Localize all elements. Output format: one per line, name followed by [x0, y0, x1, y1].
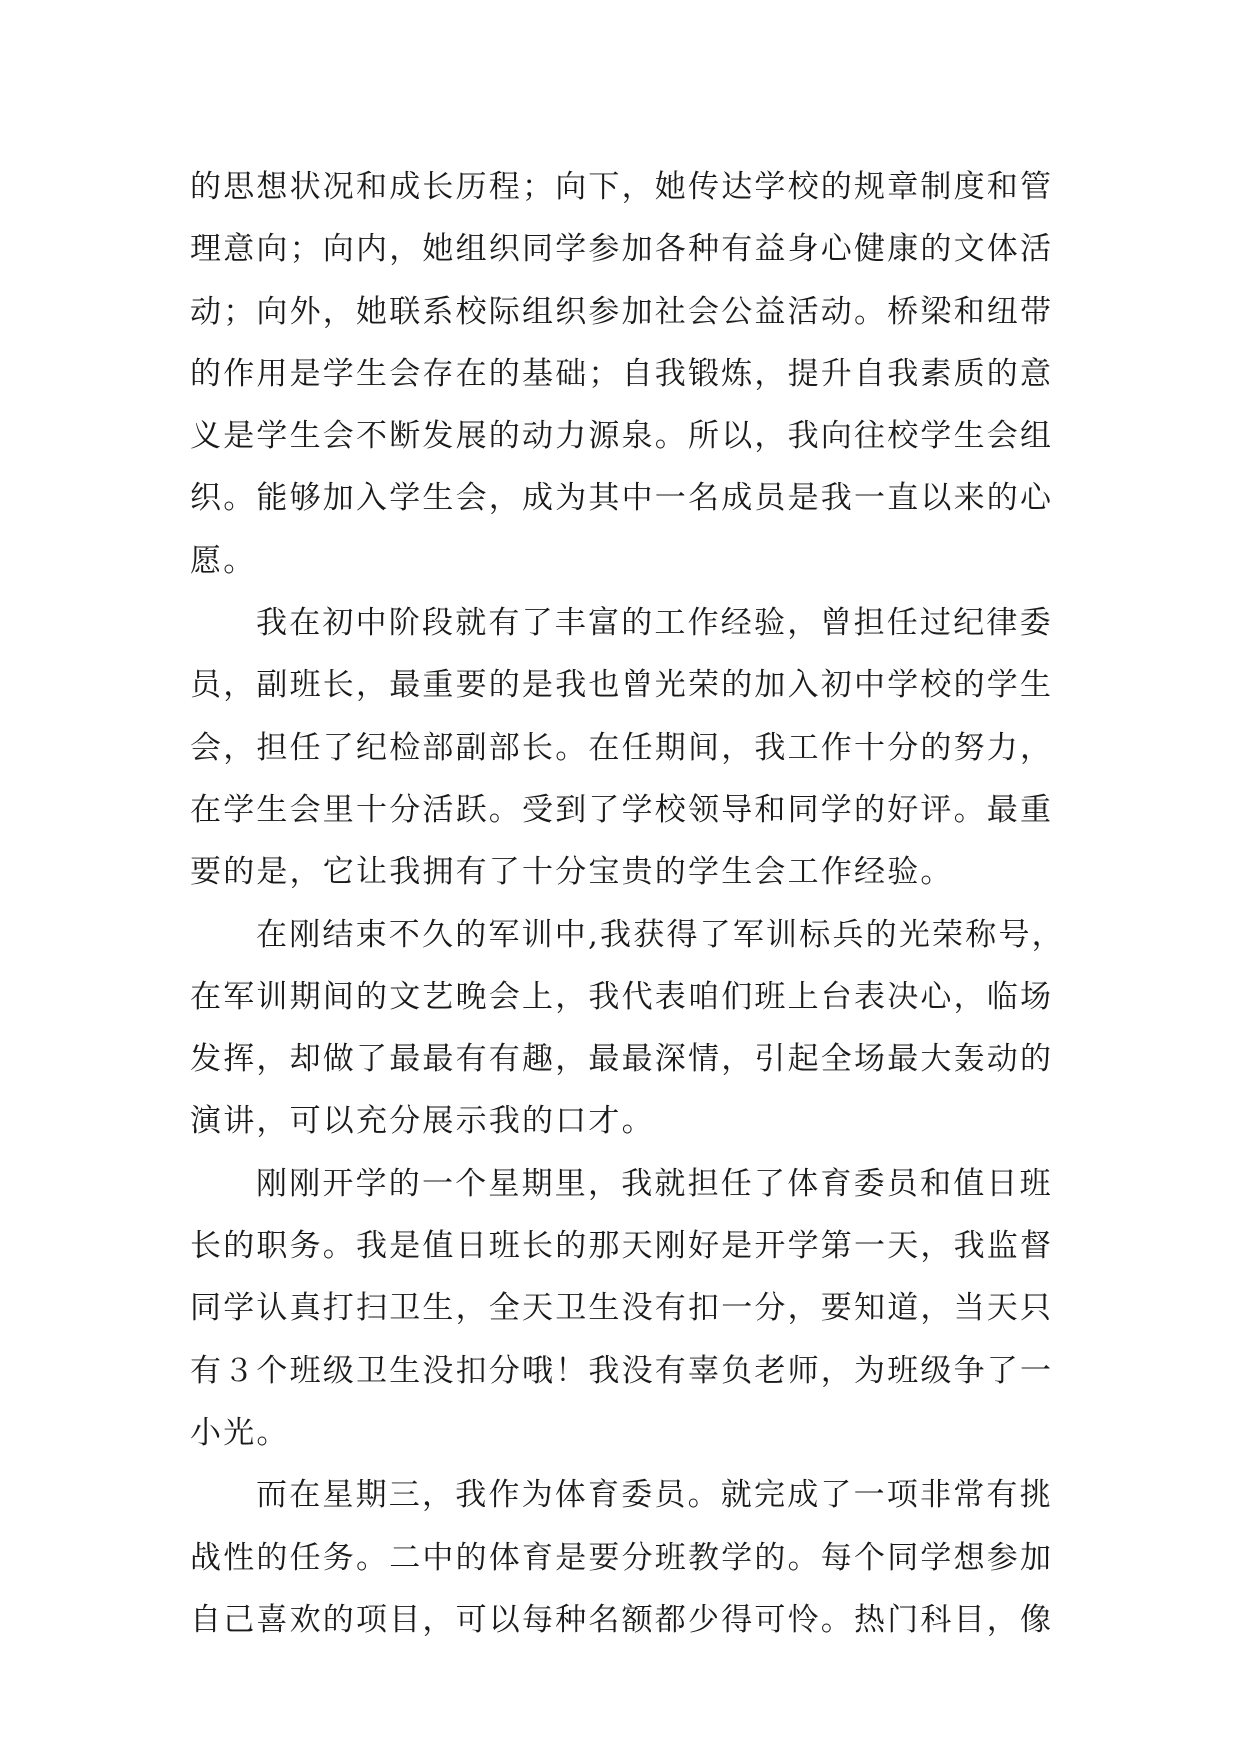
paragraph [190, 904, 1070, 1153]
text-line: 的作用是学生会存在的基础；自我锻炼，提升自我素质的意 [190, 355, 1054, 392]
text-line: 动；向外，她联系校际组织参加社会公益活动。桥梁和纽带 [190, 293, 1054, 330]
text-line: 会，担任了纪检部副部长。在任期间，我工作十分的努力， [190, 729, 1054, 766]
text-line: 在刚结束不久的军训中,我获得了军训标兵的光荣称号， [256, 916, 1065, 953]
text-line: 同学认真打扫卫生，全天卫生没有扣一分，要知道，当天只 [190, 1290, 1054, 1327]
text-line: 要的是，它让我拥有了十分宝贵的学生会工作经验。 [190, 854, 954, 891]
text-line: 小光。 [190, 1414, 290, 1451]
paragraph [190, 1153, 1070, 1464]
text-line: 发挥，却做了最最有有趣，最最深情，引起全场最大轰动的 [190, 1041, 1054, 1078]
document-body [190, 156, 1070, 1651]
text-line: 刚刚开学的一个星期里，我就担任了体育委员和值日班 [256, 1165, 1053, 1202]
text-line: 义是学生会不断发展的动力源泉。所以，我向往校学生会组 [190, 418, 1054, 455]
text-line: 理意向；向内，她组织同学参加各种有益身心健康的文体活 [190, 231, 1054, 268]
text-line: 演讲，可以充分展示我的口才。 [190, 1103, 655, 1140]
text-line: 有３个班级卫生没扣分哦！我没有辜负老师，为班级争了一 [190, 1352, 1054, 1389]
text-line: 的思想状况和成长历程；向下，她传达学校的规章制度和管 [190, 169, 1054, 205]
text-line: 长的职务。我是值日班长的那天刚好是开学第一天，我监督 [190, 1228, 1054, 1265]
paragraph [190, 1464, 1070, 1651]
paragraph [190, 592, 1070, 903]
text-line: 织。能够加入学生会，成为其中一名成员是我一直以来的心 [190, 480, 1054, 517]
text-line: 员，副班长，最重要的是我也曾光荣的加入初中学校的学生 [190, 667, 1054, 704]
text-line: 在学生会里十分活跃。受到了学校领导和同学的好评。最重 [190, 791, 1054, 828]
text-line: 自己喜欢的项目，可以每种名额都少得可怜。热门科目，像 [190, 1601, 1054, 1638]
text-line: 战性的任务。二中的体育是要分班教学的。每个同学想参加 [190, 1539, 1054, 1576]
text-line: 我在初中阶段就有了丰富的工作经验，曾担任过纪律委 [256, 605, 1053, 642]
text-line: 而在星期三，我作为体育委员。就完成了一项非常有挑 [256, 1477, 1053, 1514]
text-line: 在军训期间的文艺晚会上，我代表咱们班上台表决心，临场 [190, 978, 1054, 1015]
paragraph [190, 156, 1070, 592]
text-line: 愿。 [190, 542, 257, 579]
